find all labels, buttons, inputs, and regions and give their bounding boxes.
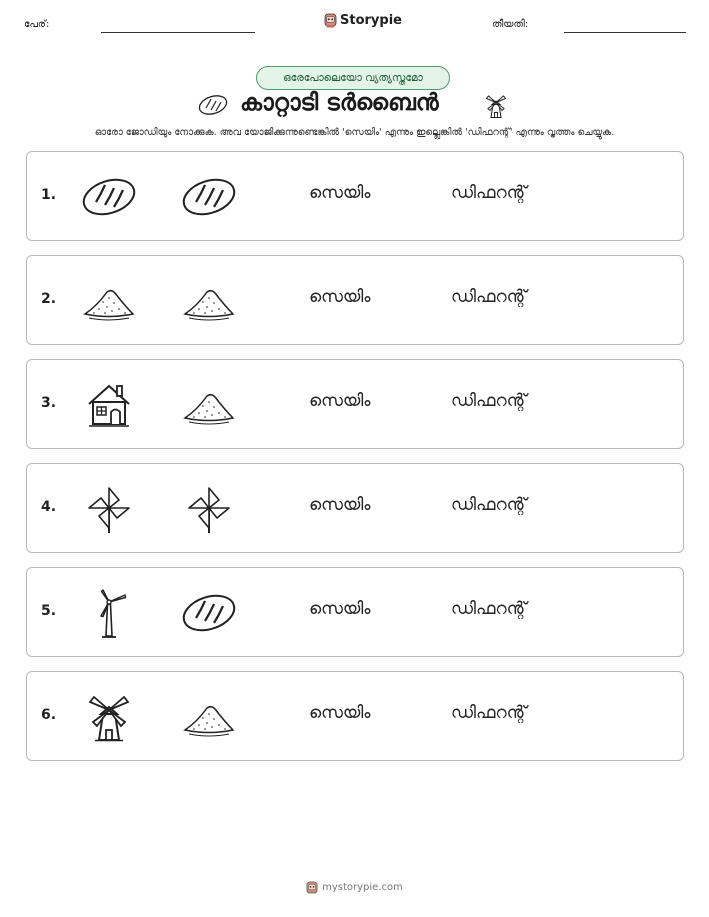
sand-pile-icon [181,692,237,742]
worksheet-type-badge: ഒരേപോലെയോ വ്യത്യസ്തമോ [256,66,450,90]
sand-pile-icon [181,380,237,430]
footer-url[interactable]: mystorypie.com [322,882,403,893]
instruction-text: ഓരോ ജോഡിയും നോക്കുക. അവ യോജിക്കുന്നുണ്ടെങ്കിൽ 'സെയിം' എന്നും ഇല്ലെങ്കിൽ 'ഡിഫറന്റ്' എന്നും വൃത്തം ചെയ്യുക. [94,127,615,138]
footer [0,880,709,895]
date-label: തീയതി: [492,19,529,30]
same-option[interactable]: സെയിം [309,599,371,619]
question-number: 3. [41,395,57,411]
question-row-1 [26,151,684,241]
mascot-icon [324,12,337,28]
question-row-4 [26,463,684,553]
same-option[interactable]: സെയിം [309,287,371,307]
question-row-3 [26,359,684,449]
sand-pile-icon [181,276,237,326]
bread-icon [181,172,237,222]
question-number: 5. [41,603,57,619]
same-option[interactable]: സെയിം [309,183,371,203]
brand-logo [324,12,402,28]
different-option[interactable]: ഡിഫറന്റ് [451,183,527,203]
bread-icon [181,588,237,638]
question-number: 2. [41,291,57,307]
question-row-5 [26,567,684,657]
name-line[interactable] [101,32,255,33]
same-option[interactable]: സെയിം [309,391,371,411]
sand-pile-icon [81,276,137,326]
same-option[interactable]: സെയിം [309,703,371,723]
different-option[interactable]: ഡിഫറന്റ് [451,287,527,307]
bread-icon [196,93,230,117]
question-number: 1. [41,187,57,203]
date-line[interactable] [564,32,686,33]
question-row-6 [26,671,684,761]
same-option[interactable]: സെയിം [309,495,371,515]
different-option[interactable]: ഡിഫറന്റ് [451,495,527,515]
title-row [0,88,709,124]
bread-icon [81,172,137,222]
different-option[interactable]: ഡിഫറന്റ് [451,599,527,619]
question-number: 4. [41,499,57,515]
question-number: 6. [41,707,57,723]
windmill-icon [482,90,510,122]
page-title: കാറ്റാടി ടർബൈൻ [240,90,439,116]
house-icon [81,380,137,430]
name-label: പേര്: [24,19,50,30]
pinwheel-icon [81,484,137,534]
different-option[interactable]: ഡിഫറന്റ് [451,391,527,411]
brand-name: Storypie [340,12,402,28]
windmill-icon [81,692,137,742]
pinwheel-icon [181,484,237,534]
mascot-icon [306,880,318,895]
question-row-2 [26,255,684,345]
wind-turbine-icon [81,588,137,638]
different-option[interactable]: ഡിഫറന്റ് [451,703,527,723]
